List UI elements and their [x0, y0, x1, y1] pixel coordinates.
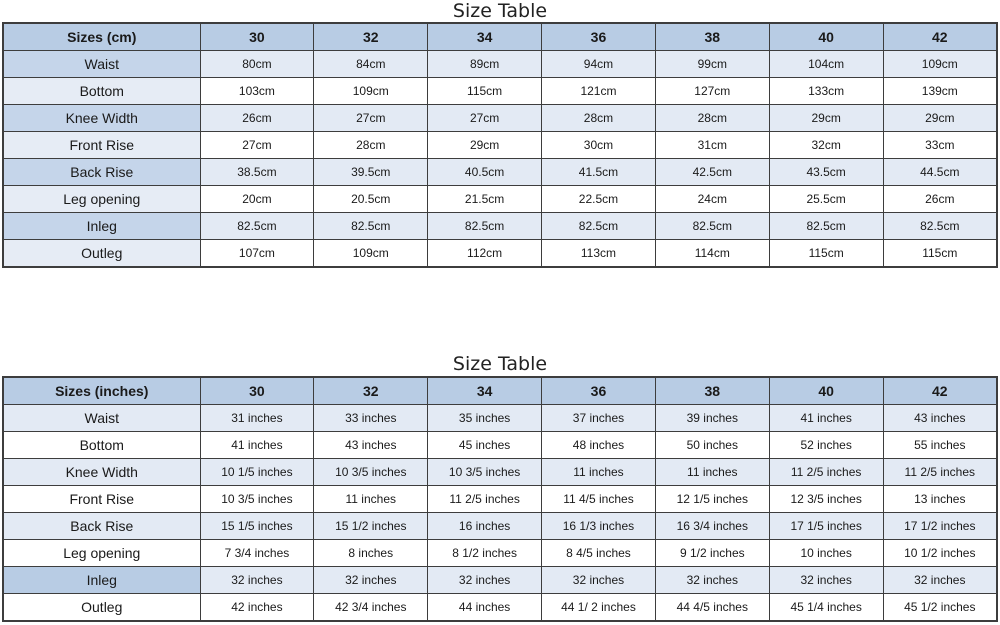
table-cell: 82.5cm [883, 213, 997, 240]
size-header-42: 42 [883, 23, 997, 51]
table-cell: 43 inches [314, 432, 428, 459]
table-cell: 80cm [200, 51, 314, 78]
table-cell: 16 inches [428, 513, 542, 540]
table-cell: 107cm [200, 240, 314, 268]
table-cell: 114cm [655, 240, 769, 268]
table-cell: 35 inches [428, 405, 542, 432]
table-row-knee-width [3, 105, 997, 132]
table-cell: 42.5cm [655, 159, 769, 186]
table-cell: 39 inches [655, 405, 769, 432]
table-cell: 44.5cm [883, 159, 997, 186]
table-cell: 25.5cm [769, 186, 883, 213]
table-cell: 89cm [428, 51, 542, 78]
table-cell: 43.5cm [769, 159, 883, 186]
table-cell: 28cm [655, 105, 769, 132]
table-cell: 112cm [428, 240, 542, 268]
size-header-42: 42 [883, 377, 997, 405]
table-cell: 139cm [883, 78, 997, 105]
row-label: Front Rise [3, 132, 200, 159]
row-label: Inleg [3, 213, 200, 240]
table-cell: 31 inches [200, 405, 314, 432]
table-cell: 33cm [883, 132, 997, 159]
row-label: Inleg [3, 567, 200, 594]
table-cell: 43 inches [883, 405, 997, 432]
table-cell: 50 inches [655, 432, 769, 459]
table-cell: 20.5cm [314, 186, 428, 213]
table-cell: 8 4/5 inches [542, 540, 656, 567]
table-row-outleg [3, 594, 997, 622]
table-cell: 103cm [200, 78, 314, 105]
table-cell: 10 3/5 inches [200, 486, 314, 513]
table-cell: 33 inches [314, 405, 428, 432]
size-header-40: 40 [769, 23, 883, 51]
row-label: Knee Width [3, 459, 200, 486]
header-row [3, 377, 997, 405]
row-label: Waist [3, 51, 200, 78]
table-cell: 41 inches [769, 405, 883, 432]
table-row-inleg [3, 213, 997, 240]
table-cell: 115cm [883, 240, 997, 268]
row-label: Outleg [3, 594, 200, 622]
table-cell: 52 inches [769, 432, 883, 459]
table-cell: 11 inches [542, 459, 656, 486]
table-cell: 32 inches [542, 567, 656, 594]
table-cell: 16 1/3 inches [542, 513, 656, 540]
size-table-cm [2, 22, 998, 268]
table-cell: 44 4/5 inches [655, 594, 769, 622]
table-cell: 16 3/4 inches [655, 513, 769, 540]
table-cell: 10 3/5 inches [428, 459, 542, 486]
table-cell: 29cm [883, 105, 997, 132]
table-cell: 21.5cm [428, 186, 542, 213]
table-cell: 29cm [428, 132, 542, 159]
table-cell: 20cm [200, 186, 314, 213]
table-row-back-rise [3, 159, 997, 186]
table-row-front-rise [3, 132, 997, 159]
table-cell: 39.5cm [314, 159, 428, 186]
table-cell: 45 1/4 inches [769, 594, 883, 622]
table-cell: 82.5cm [655, 213, 769, 240]
table-cell: 24cm [655, 186, 769, 213]
table-row-back-rise [3, 513, 997, 540]
table-cell: 10 3/5 inches [314, 459, 428, 486]
table-row-waist [3, 405, 997, 432]
row-label: Back Rise [3, 159, 200, 186]
table-cell: 94cm [542, 51, 656, 78]
table-cell: 27cm [428, 105, 542, 132]
table-cell: 29cm [769, 105, 883, 132]
table-cell: 27cm [200, 132, 314, 159]
table-cell: 82.5cm [769, 213, 883, 240]
size-table-cm-title: Size Table [452, 0, 548, 22]
row-label: Bottom [3, 78, 200, 105]
table-cell: 84cm [314, 51, 428, 78]
table-row-inleg [3, 567, 997, 594]
table-cell: 11 inches [655, 459, 769, 486]
table-cell: 31cm [655, 132, 769, 159]
table-cell: 99cm [655, 51, 769, 78]
table-cell: 133cm [769, 78, 883, 105]
row-label: Leg opening [3, 186, 200, 213]
size-table-inches-title: Size Table [452, 353, 548, 375]
table-cell: 8 inches [314, 540, 428, 567]
table-cell: 115cm [428, 78, 542, 105]
table-cell: 11 4/5 inches [542, 486, 656, 513]
table-cell: 30cm [542, 132, 656, 159]
table-row-leg-opening [3, 186, 997, 213]
size-header-30: 30 [200, 377, 314, 405]
table-row-knee-width [3, 459, 997, 486]
table-cell: 26cm [200, 105, 314, 132]
table-cell: 37 inches [542, 405, 656, 432]
size-header-34: 34 [428, 23, 542, 51]
size-header-32: 32 [314, 23, 428, 51]
table-cell: 9 1/2 inches [655, 540, 769, 567]
table-cell: 41 inches [200, 432, 314, 459]
size-header-30: 30 [200, 23, 314, 51]
size-header-34: 34 [428, 377, 542, 405]
table-cell: 32 inches [883, 567, 997, 594]
size-header-38: 38 [655, 23, 769, 51]
table-cell: 32 inches [428, 567, 542, 594]
table-cell: 109cm [314, 78, 428, 105]
table-cell: 82.5cm [200, 213, 314, 240]
table-cell: 38.5cm [200, 159, 314, 186]
row-label: Knee Width [3, 105, 200, 132]
row-label: Front Rise [3, 486, 200, 513]
table-cell: 115cm [769, 240, 883, 268]
row-label: Back Rise [3, 513, 200, 540]
table-cell: 7 3/4 inches [200, 540, 314, 567]
table-cell: 11 2/5 inches [428, 486, 542, 513]
table-cell: 48 inches [542, 432, 656, 459]
table-cell: 10 1/5 inches [200, 459, 314, 486]
table-cell: 28cm [314, 132, 428, 159]
table-cell: 45 inches [428, 432, 542, 459]
table-cell: 104cm [769, 51, 883, 78]
table-cell: 44 inches [428, 594, 542, 622]
table-row-bottom [3, 78, 997, 105]
table-cell: 32 inches [769, 567, 883, 594]
table-cell: 44 1/ 2 inches [542, 594, 656, 622]
size-header-36: 36 [542, 23, 656, 51]
table-row-leg-opening [3, 540, 997, 567]
table-cell: 28cm [542, 105, 656, 132]
table-cell: 17 1/5 inches [769, 513, 883, 540]
table-cell: 127cm [655, 78, 769, 105]
corner-header: Sizes (inches) [3, 377, 200, 405]
table-cell: 26cm [883, 186, 997, 213]
table-cell: 17 1/2 inches [883, 513, 997, 540]
table-cell: 32cm [769, 132, 883, 159]
table-cell: 32 inches [655, 567, 769, 594]
table-cell: 55 inches [883, 432, 997, 459]
table-row-outleg [3, 240, 997, 268]
table-cell: 42 3/4 inches [314, 594, 428, 622]
table-cell: 12 3/5 inches [769, 486, 883, 513]
table-row-front-rise [3, 486, 997, 513]
table-row-waist [3, 51, 997, 78]
table-cell: 109cm [314, 240, 428, 268]
table-cell: 10 inches [769, 540, 883, 567]
table-cell: 82.5cm [542, 213, 656, 240]
table-row-bottom [3, 432, 997, 459]
row-label: Outleg [3, 240, 200, 268]
size-header-38: 38 [655, 377, 769, 405]
table-cell: 11 inches [314, 486, 428, 513]
row-label: Leg opening [3, 540, 200, 567]
size-header-32: 32 [314, 377, 428, 405]
table-cell: 32 inches [314, 567, 428, 594]
table-cell: 15 1/5 inches [200, 513, 314, 540]
size-header-36: 36 [542, 377, 656, 405]
table-cell: 11 2/5 inches [883, 459, 997, 486]
size-table-inches [2, 376, 998, 622]
row-label: Bottom [3, 432, 200, 459]
table-cell: 13 inches [883, 486, 997, 513]
table-cell: 109cm [883, 51, 997, 78]
table-cell: 10 1/2 inches [883, 540, 997, 567]
table-cell: 40.5cm [428, 159, 542, 186]
header-row [3, 23, 997, 51]
table-cell: 41.5cm [542, 159, 656, 186]
row-label: Waist [3, 405, 200, 432]
table-cell: 22.5cm [542, 186, 656, 213]
table-cell: 113cm [542, 240, 656, 268]
table-cell: 82.5cm [428, 213, 542, 240]
table-cell: 12 1/5 inches [655, 486, 769, 513]
table-cell: 45 1/2 inches [883, 594, 997, 622]
table-cell: 42 inches [200, 594, 314, 622]
table-cell: 82.5cm [314, 213, 428, 240]
table-cell: 27cm [314, 105, 428, 132]
table-cell: 11 2/5 inches [769, 459, 883, 486]
size-header-40: 40 [769, 377, 883, 405]
table-cell: 15 1/2 inches [314, 513, 428, 540]
table-cell: 8 1/2 inches [428, 540, 542, 567]
table-cell: 32 inches [200, 567, 314, 594]
table-cell: 121cm [542, 78, 656, 105]
corner-header: Sizes (cm) [3, 23, 200, 51]
